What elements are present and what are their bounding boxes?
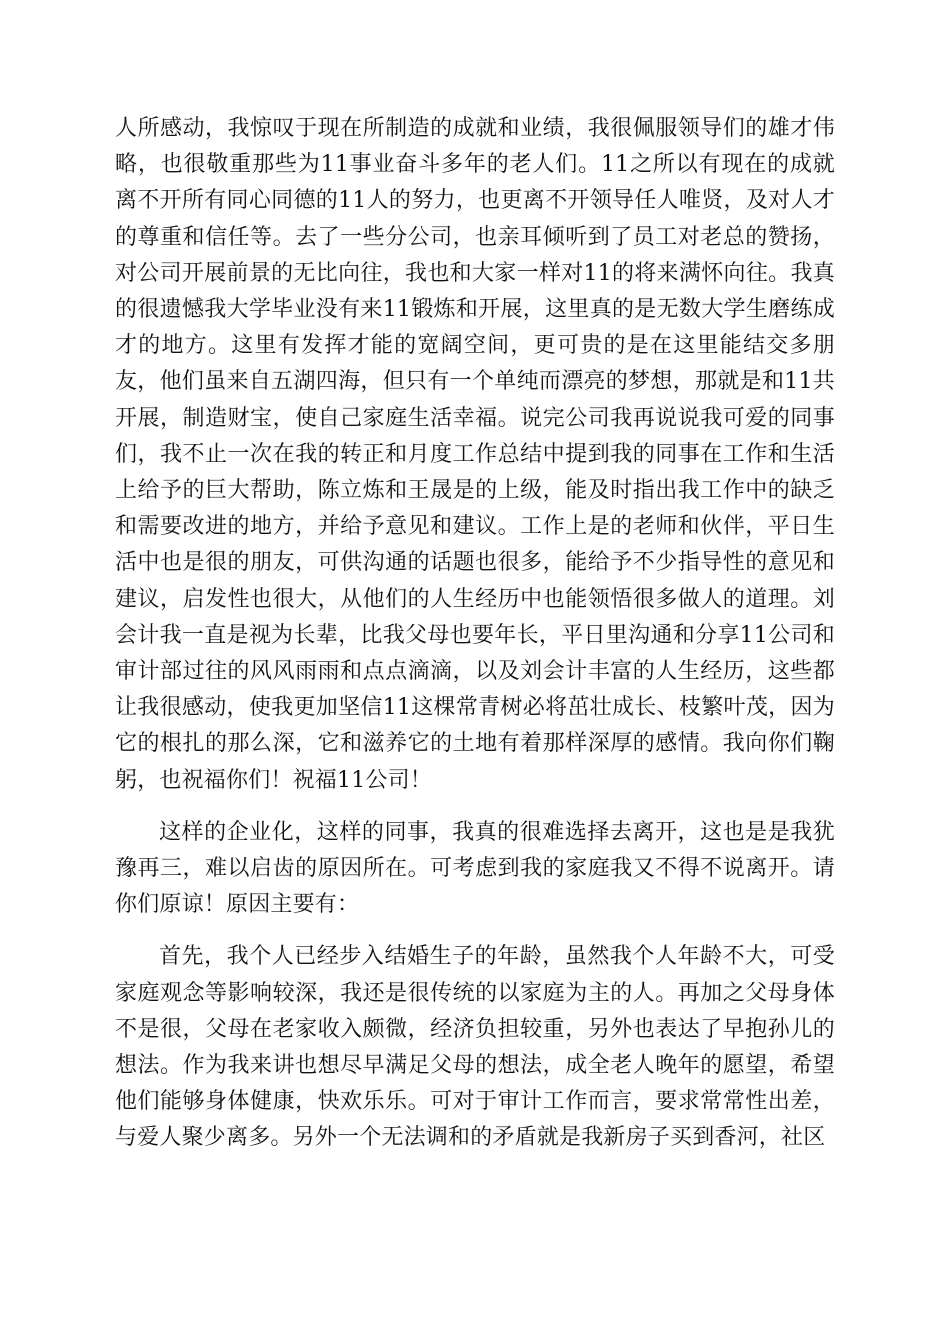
paragraph-first-reason: 首先，我个人已经步入结婚生子的年龄，虽然我个人年龄不大，可受家庭观念等影响较深，我还是很传统的以家庭为主的人。再加之父母身体不是很，父母在老家收入颇微，经济负担较重，另外也表达了早抱孙儿的想法。作为我来讲也想尽早满足父母的想法，成全老人晚年的愿望，希望他们能够身体健康，快欢乐乐。可对于审计工作而言，要求常常性出差，与爱人聚少离多。另外一个无法调和的矛盾就是我新房子买到香河，社区	[115, 944, 835, 1151]
paragraph-reluctance: 这样的企业化，这样的同事，我真的很难选择去离开，这也是是我犹豫再三，难以启齿的原因所在。可考虑到我的家庭我又不得不说离开。请你们原谅！原因主要有：	[115, 819, 835, 918]
document-body	[115, 111, 835, 1157]
paragraph-continued: 人所感动，我惊叹于现在所制造的成就和业绩，我很佩服领导们的雄才伟略，也很敬重那些为11事业奋斗多年的老人们。11之所以有现在的成就离不开所有同心同德的11人的努力，也更离不开领导任人唯贤，及对人才的尊重和信任等。去了一些分公司，也亲耳倾听到了员工对老总的赞扬，对公司开展前景的无比向往，我也和大家一样对11的将来满怀向往。我真的很遗憾我大学毕业没有来11锻炼和开展，这里真的是无数大学生磨练成才的地方。这里有发挥才能的宽阔空间，更可贵的是在这里能结交多朋友，他们虽来自五湖四海，但只有一个单纯而漂亮的梦想，那就是和11共开展，制造财宝，使自己家庭生活幸福。说完公司我再说说我可爱的同事们，我不止一次在我的转正和月度工作总结中提到我的同事在工作和生活上给予的巨大帮助，陈立炼和王晟是的上级，能及时指出我工作中的缺乏和需要改进的地方，并给予意见和建议。工作上是的老师和伙伴，平日生活中也是很的朋友，可供沟通的话题也很多，能给予不少指导性的意见和建议，启发性也很大，从他们的人生经历中也能领悟很多做人的道理。刘会计我一直是视为长辈，比我父母也要年长，平日里沟通和分享11公司和审计部过往的风风雨雨和点点滴滴，以及刘会计丰富的人生经历，这些都让我很感动，使我更加坚信11这棵常青树必将茁壮成长、枝繁叶茂，因为它的根扎的那么深，它和滋养它的土地有着那样深厚的感情。我向你们鞠躬，也祝福你们！祝福11公司！	[115, 116, 835, 793]
